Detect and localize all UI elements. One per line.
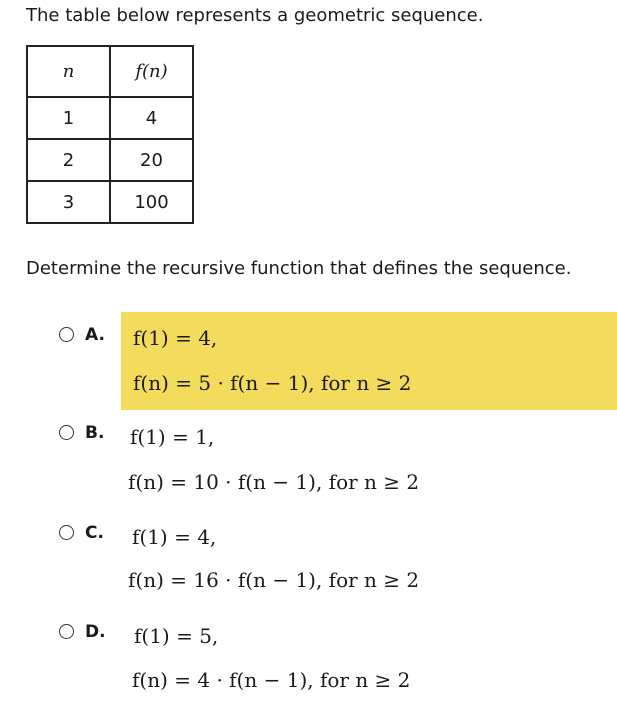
- option-d[interactable]: [0, 614, 617, 710]
- table-header-fn: f(n): [110, 46, 193, 97]
- table-cell: 4: [110, 97, 193, 139]
- option-formula-line1: f(1) = 5,: [134, 624, 219, 648]
- radio-button-c[interactable]: [59, 525, 74, 540]
- option-letter: D.: [85, 622, 106, 642]
- sequence-table: [26, 45, 194, 224]
- table-cell: 1: [27, 97, 110, 139]
- option-letter: B.: [85, 423, 105, 443]
- table-header-row: [27, 46, 193, 97]
- option-formula-line2: f(n) = 10 · f(n − 1), for n ≥ 2: [128, 470, 420, 494]
- table-cell: 100: [110, 181, 193, 223]
- option-a[interactable]: [0, 312, 617, 410]
- table-header-n: n: [27, 46, 110, 97]
- option-formula-line1: f(1) = 4,: [133, 326, 218, 350]
- option-b[interactable]: [0, 415, 617, 505]
- option-formula-line1: f(1) = 1,: [130, 425, 215, 449]
- option-formula-line1: f(1) = 4,: [132, 525, 217, 549]
- table-cell: 2: [27, 139, 110, 181]
- radio-button-a[interactable]: [59, 327, 74, 342]
- option-letter: A.: [85, 325, 105, 345]
- intro-text: The table below represents a geometric sequence.: [26, 5, 484, 26]
- table-row: [27, 97, 193, 139]
- table-row: [27, 181, 193, 223]
- option-formula-line2: f(n) = 16 · f(n − 1), for n ≥ 2: [128, 568, 420, 592]
- option-formula-line2: f(n) = 5 · f(n − 1), for n ≥ 2: [133, 371, 412, 395]
- question-prompt: Determine the recursive function that defines the sequence.: [26, 258, 572, 279]
- table-cell: 20: [110, 139, 193, 181]
- option-formula-line2: f(n) = 4 · f(n − 1), for n ≥ 2: [132, 668, 411, 692]
- table-row: [27, 139, 193, 181]
- radio-button-b[interactable]: [59, 425, 74, 440]
- table-cell: 3: [27, 181, 110, 223]
- option-letter: C.: [85, 523, 104, 543]
- radio-button-d[interactable]: [59, 624, 74, 639]
- option-c[interactable]: [0, 516, 617, 606]
